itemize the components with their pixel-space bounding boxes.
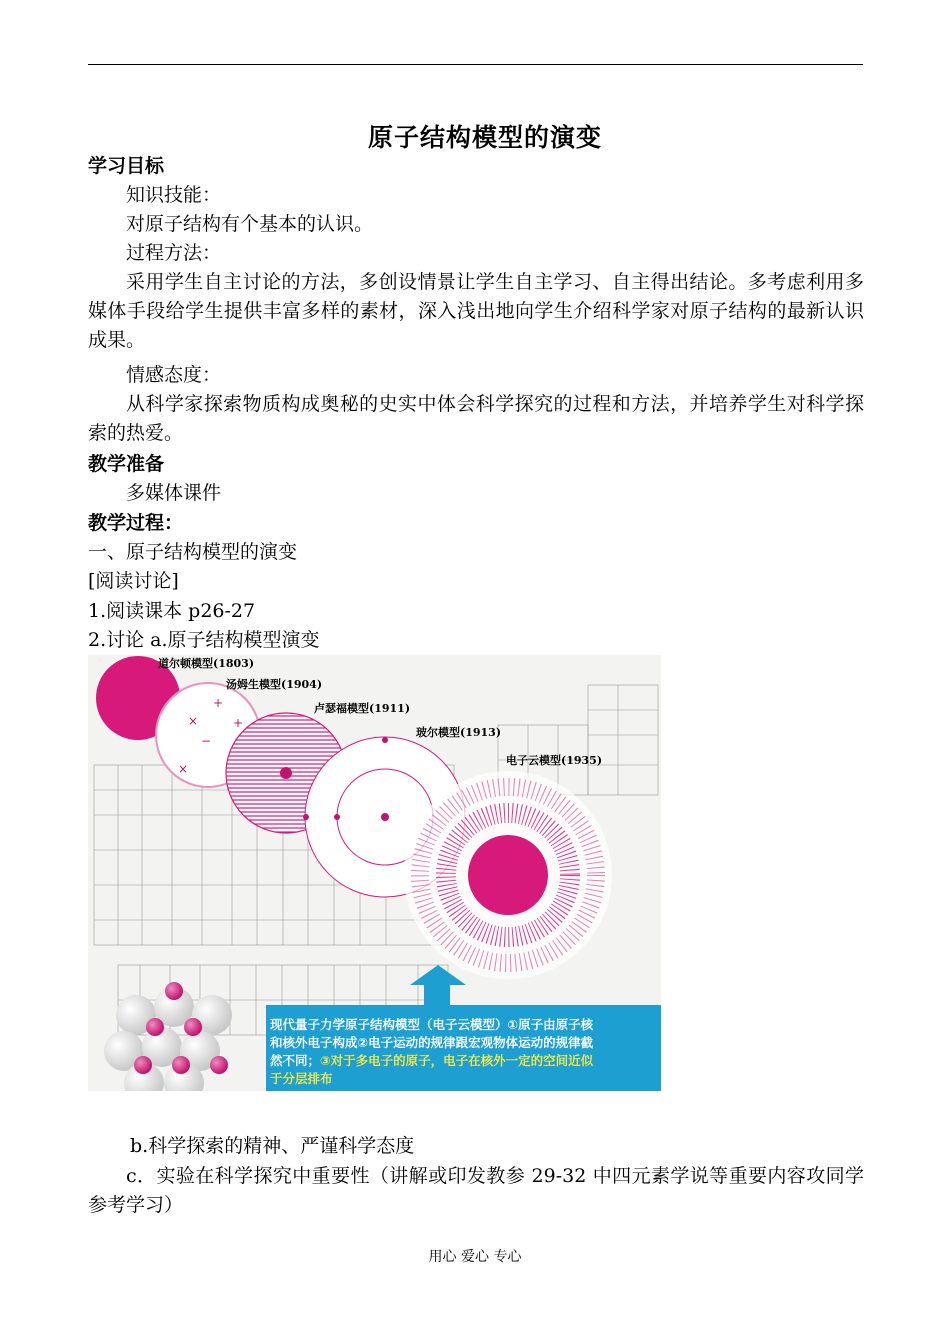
knowledge-label: 知识技能： (126, 184, 222, 206)
emotion-text: 从科学家探索物质构成奥秘的史实中体会科学探究的过程和方法，并培养学生对科学探索的热爱。 (88, 393, 864, 444)
process-heading: 教学过程： (88, 512, 184, 534)
emotion-label: 情感态度： (126, 364, 222, 386)
svg-text:−: − (201, 734, 212, 748)
electron-cloud-model (404, 771, 612, 979)
thomson-label: 汤姆生模型(1904) (226, 678, 323, 691)
step2-text: 2.讨论 a.原子结构模型演变 (88, 629, 320, 651)
caption-line-2: 和核外电子构成②电子运动的规律跟宏观物体运动的规律截 (270, 1035, 594, 1050)
process-text: 采用学生自主讨论的方法，多创设情景让学生自主学习、自主得出结论。多考虑利用多媒体手段给学生提供丰富多样的素材，深入浅出地向学生介绍科学家对原子结构的最新认识成果。 (88, 271, 864, 351)
reading-label: [阅读讨论] (88, 570, 179, 592)
bohr-label: 玻尔模型(1913) (416, 726, 502, 739)
caption-line-3a: 然不同； (270, 1053, 321, 1068)
step1-text: 1.阅读课本 p26-27 (88, 600, 256, 622)
caption-line-1: 现代量子力学原子结构模型（电子云模型）①原子由原子核 (270, 1017, 594, 1032)
prep-text: 多媒体课件 (126, 482, 222, 504)
process-label: 过程方法： (126, 242, 222, 264)
header-rule (88, 64, 863, 65)
goals-heading: 学习目标 (88, 155, 165, 177)
part1-heading: 一、原子结构模型的演变 (88, 541, 298, 563)
rutherford-label: 卢瑟福模型(1911) (314, 702, 411, 715)
step-b-text: b.科学探索的精神、严谨科学态度 (130, 1135, 415, 1157)
svg-text:×: × (188, 714, 199, 728)
dalton-label: 道尔顿模型(1803) (158, 657, 255, 670)
caption-line-3b: ③对于多电子的原子，电子在核外一定的空间近似 (320, 1053, 594, 1068)
step-c-text: c．实验在科学探究中重要性（讲解或印发教参 29-32 中四元素学说等重要内容攻同学参考学习） (88, 1165, 864, 1216)
caption-line-4: 于分层排布 (270, 1071, 333, 1086)
page-title: 原子结构模型的演变 (367, 123, 602, 152)
atomic-models-figure (88, 655, 661, 1091)
cloud-label: 电子云模型(1935) (506, 754, 603, 767)
page-footer: 用心 爱心 专心 (428, 1249, 522, 1265)
svg-text:+: + (213, 696, 224, 710)
knowledge-text: 对原子结构有个基本的认识。 (126, 213, 374, 235)
svg-text:+: + (233, 716, 244, 730)
svg-text:×: × (178, 762, 189, 776)
prep-heading: 教学准备 (88, 453, 165, 475)
svg-text:然不同；③对于多电子的原子，电子在核外一定的空间近似 (270, 1053, 594, 1068)
